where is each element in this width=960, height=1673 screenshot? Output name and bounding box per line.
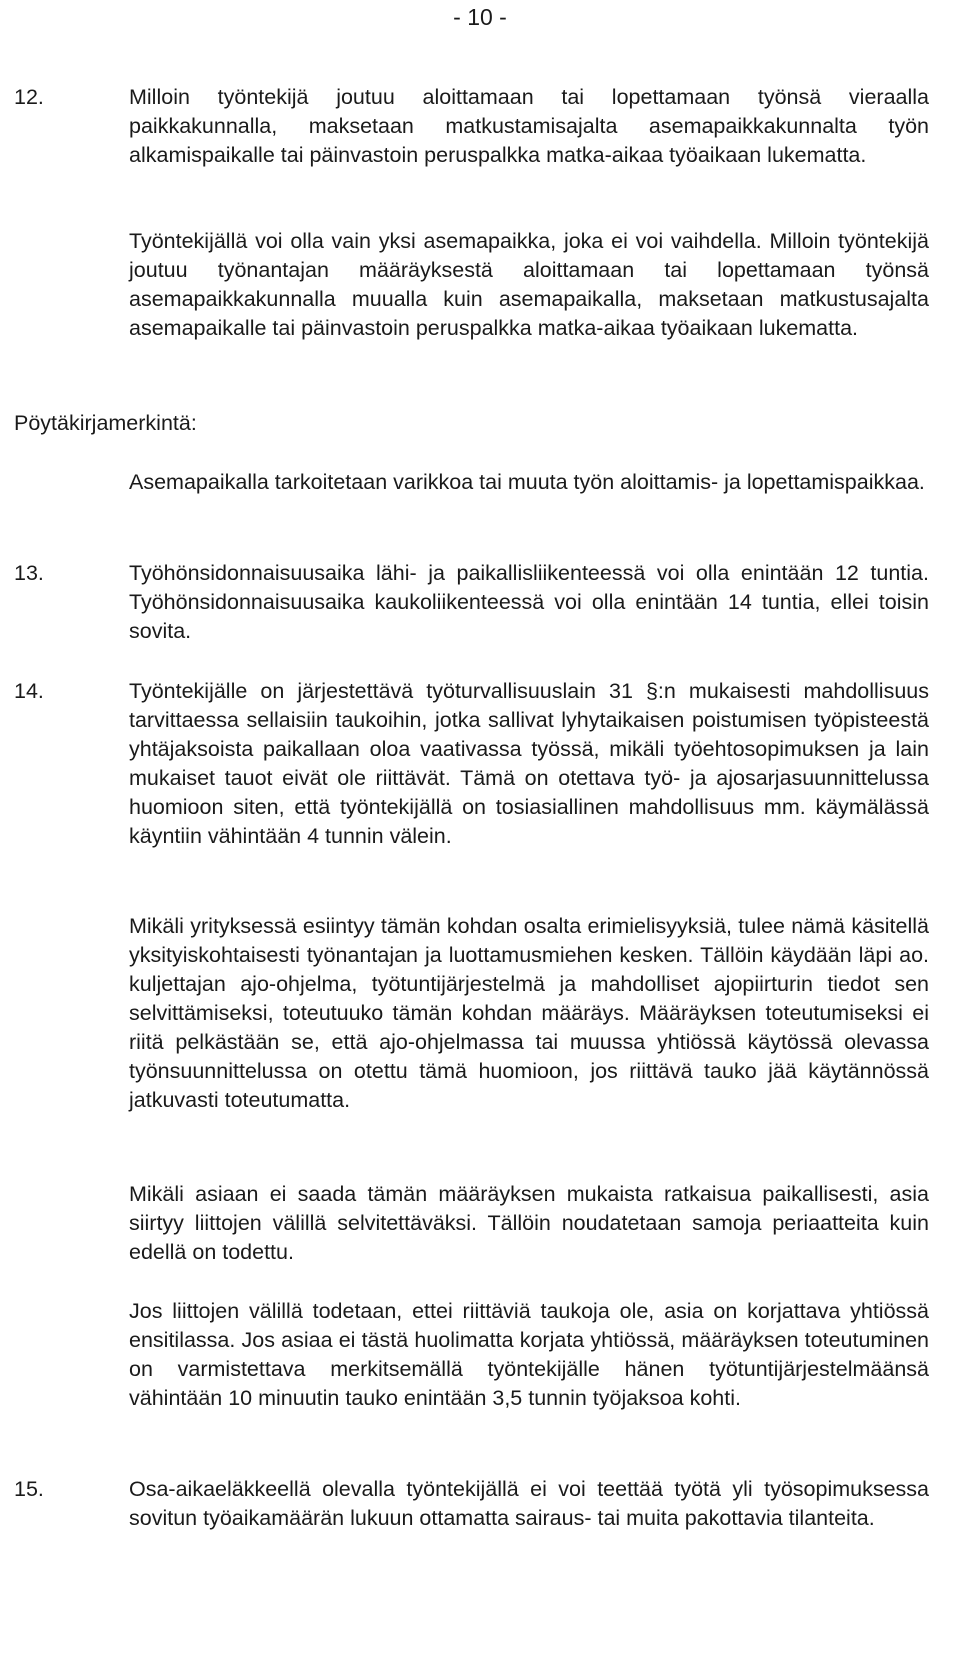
paragraph: Työntekijällä voi olla vain yksi asemapaikka, joka ei voi vaihdella. Milloin työntekijä joutuu työnantajan määräyksestä aloittamaan tai lopettamaan työnsä asemapaikkakunnalla muualla kuin asemapaikalla, maksetaan matkustusajalta asemapaikalle tai päinvastoin peruspalkka matka-aikaa työaikaan lukematta. [129,229,929,340]
section-number: 14. [14,679,44,703]
paragraph: Asemapaikalla tarkoitetaan varikkoa tai muuta työn aloittamis- ja lopettamispaikkaa. [129,470,925,494]
paragraph: Osa-aikaeläkkeellä olevalla työntekijällä ei voi teettää työtä yli työsopimuksessa sovitun työaikamäärän lukuun ottamatta sairaus- tai muita pakottavia tilanteita. [129,1477,929,1530]
paragraph: Jos liittojen välillä todetaan, ettei riittäviä taukoja ole, asia on korjattava yhtiössä ensitilassa. Jos asiaa ei tästä huolimatta korjata yhtiössä, määräyksen toteutuminen on varmistettava merkitsemällä työntekijälle hänen työtuntijärjestelmäänsä vähintään 10 minuutin tauko enintään 3,5 tunnin työjaksoa kohti. [129,1299,929,1410]
section-number: 12. [14,85,44,109]
paragraph: Milloin työntekijä joutuu aloittamaan tai lopettamaan työnsä vieraalla paikkakunnalla, maksetaan matkustamisajalta asemapaikkakunnalta työn alkamispaikalle tai päinvastoin peruspalkka matka-aikaa työaikaan lukematta. [129,85,929,167]
paragraph: Mikäli asiaan ei saada tämän määräyksen mukaista ratkaisua paikallisesti, asia siirtyy liittojen välillä selvitettäväksi. Tällöin noudatetaan samoja periaatteita kuin edellä on todettu. [129,1182,929,1264]
section-number: 13. [14,561,44,585]
protocol-note-label: Pöytäkirjamerkintä: [14,411,197,435]
page-number: - 10 - [453,4,507,30]
paragraph: Työhönsidonnaisuusaika lähi- ja paikallisliikenteessä voi olla enintään 12 tuntia. Työhönsidonnaisuusaika kaukoliikenteessä voi olla enintään 14 tuntia, ellei toisin sovita. [129,561,929,643]
paragraph: Mikäli yrityksessä esiintyy tämän kohdan osalta erimielisyyksiä, tulee nämä käsitellä yksityiskohtaisesti työnantajan ja luottamusmiehen kesken. Tällöin käydään läpi ao. kuljettajan ajo-ohjelma, työtuntijärjestelmä ja mahdolliset ajopiirturin tiedot sen selvittämiseksi, toteutuuko tämän kohdan määräys. Määräyksen toteutumiseksi ei riitä pelkästään se, että ajo-ohjelmassa tai muussa yhtiössä käytössä olevassa työnsuunnittelussa on otettu tämä huomioon, jos riittävä tauko jää käytännössä jatkuvasti toteutumatta. [129,914,929,1112]
section-number: 15. [14,1477,44,1501]
paragraph: Työntekijälle on järjestettävä työturvallisuuslain 31 §:n mukaisesti mahdollisuus tarvittaessa sellaisiin taukoihin, jotka sallivat lyhytaikaisen poistumisen työpisteestä yhtäjaksoista paikallaan oloa vaativassa työssä, mikäli työehtosopimuksen ja lain mukaiset tauot eivät ole riittävät. Tämä on otettava työ- ja ajosarjasuunnittelussa huomioon siten, että työntekijällä on tosiasiallinen mahdollisuus mm. käymälässä käyntiin vähintään 4 tunnin välein. [129,679,929,848]
